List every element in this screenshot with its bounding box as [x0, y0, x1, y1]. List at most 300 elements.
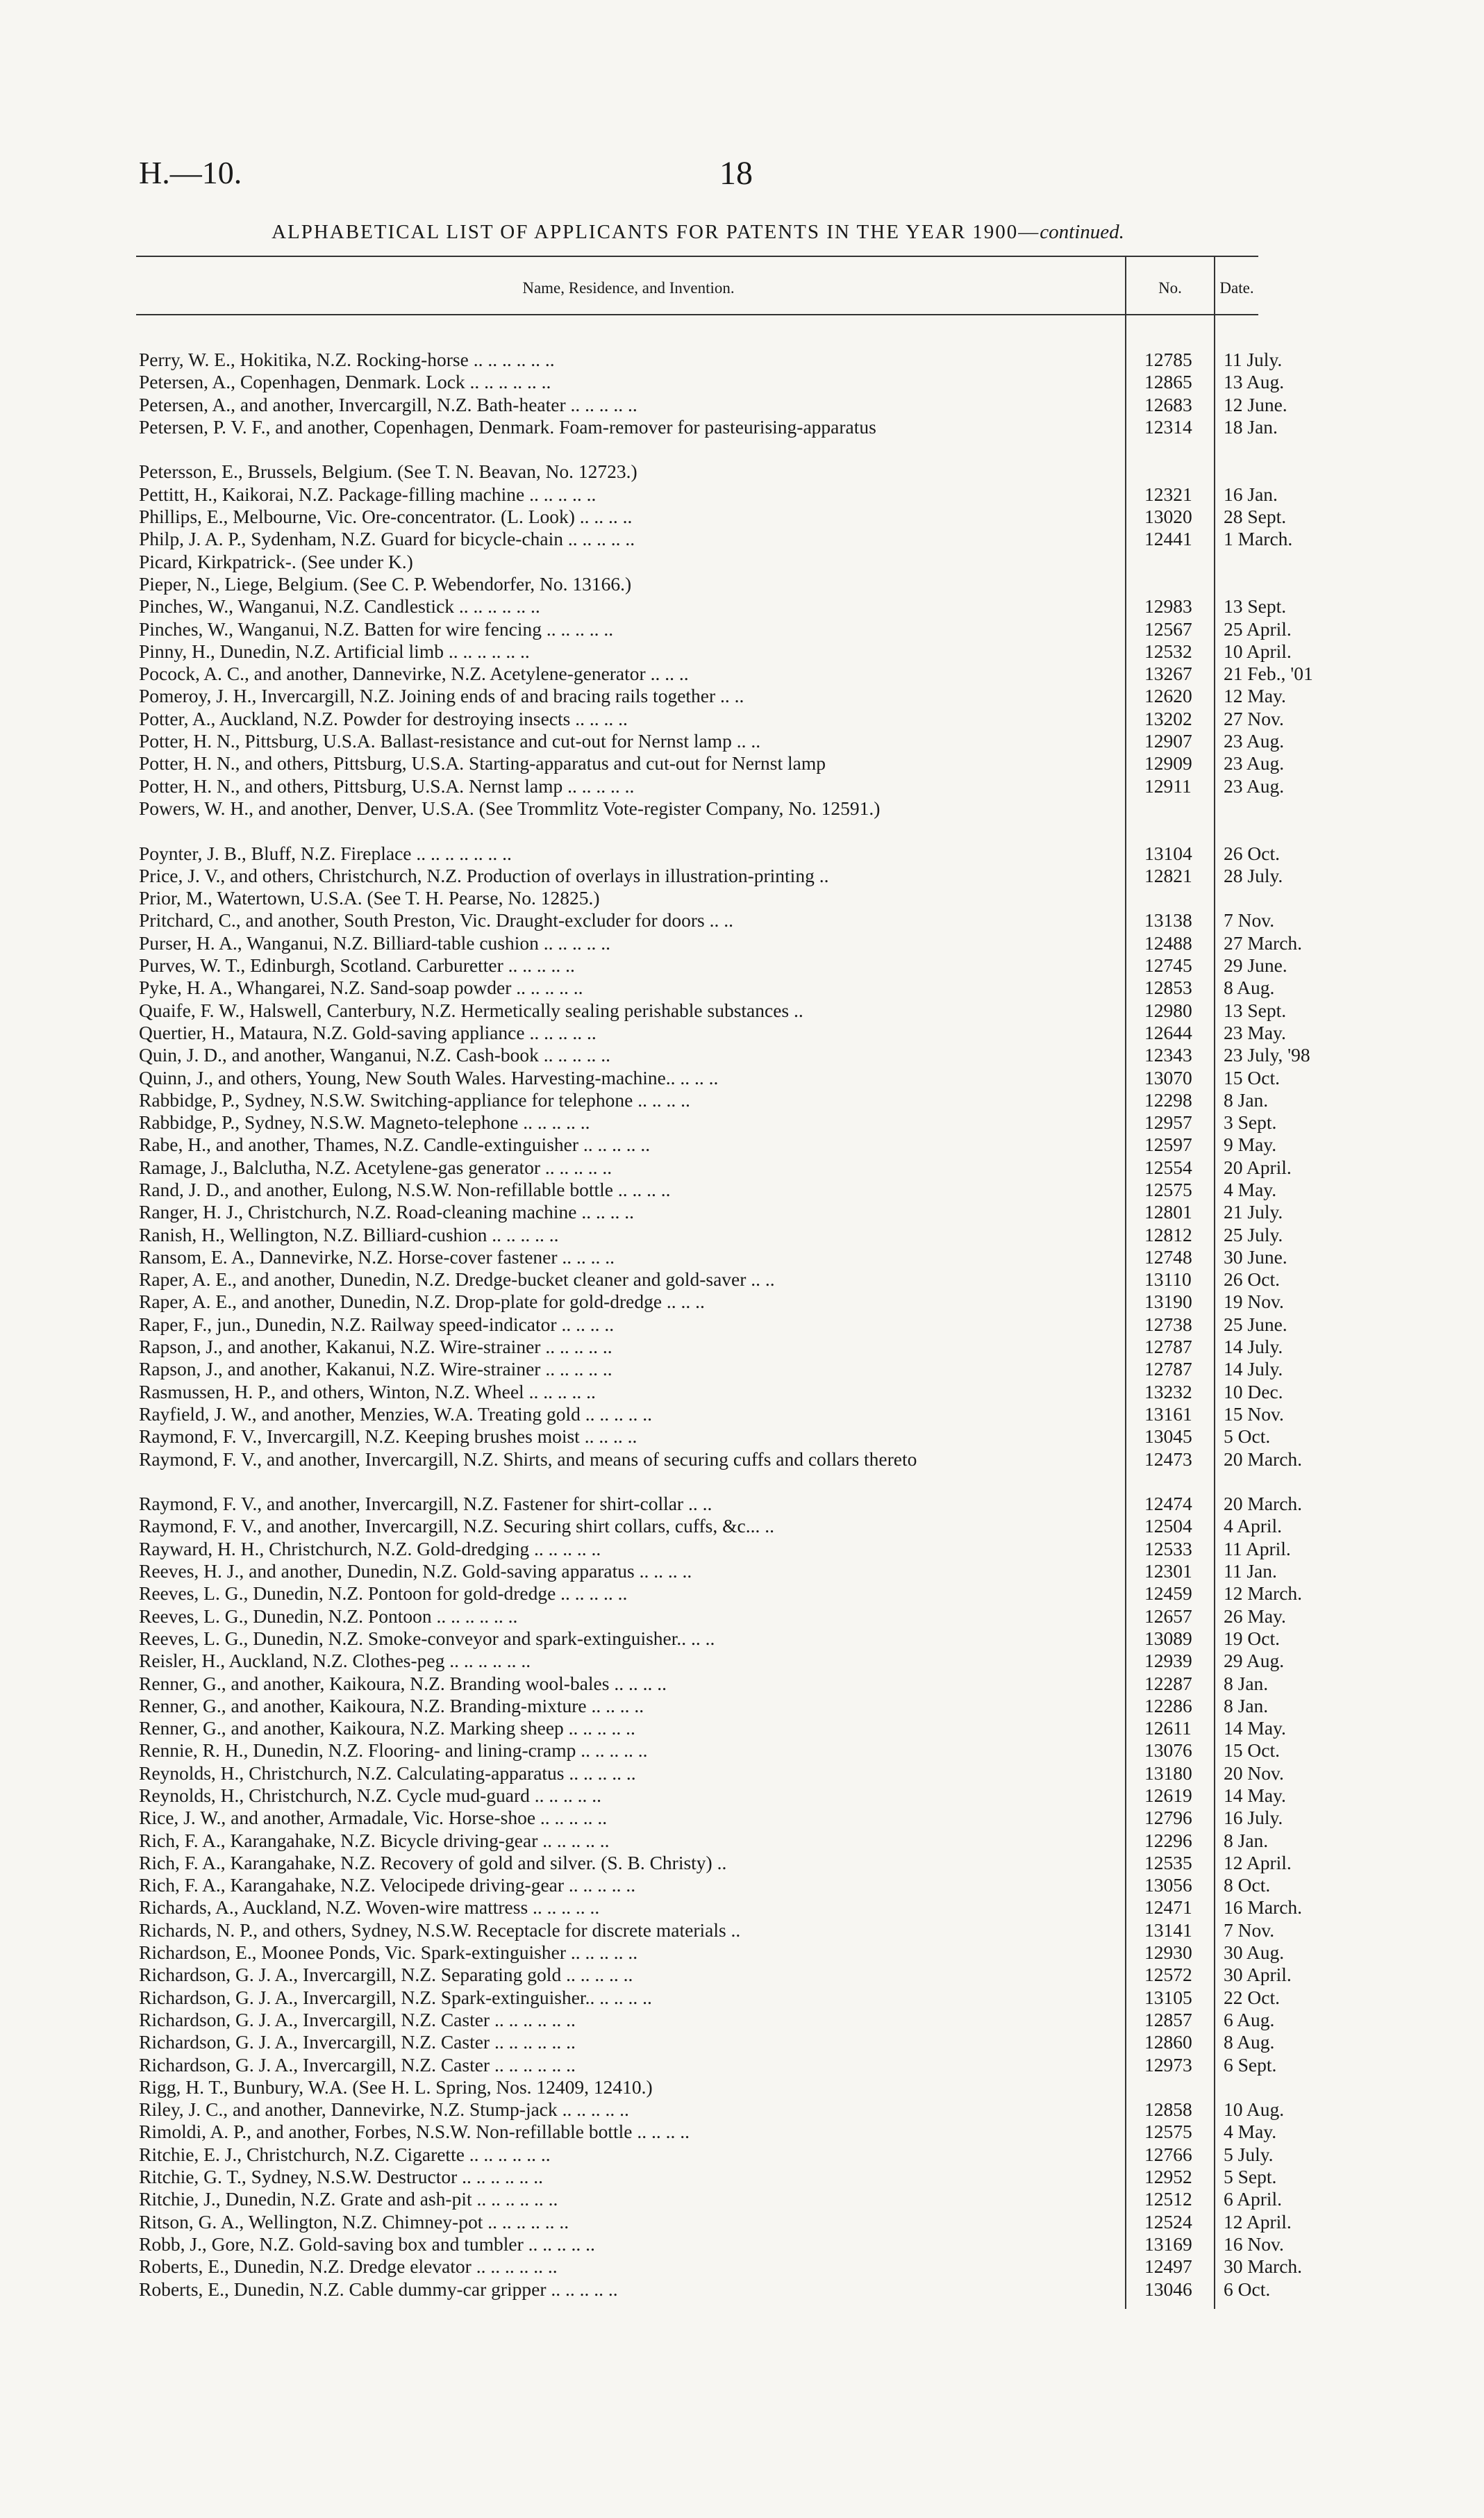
entry-text: Price, J. V., and others, Christchurch, N.Z. Production of overlays in illustration-printing .. [139, 864, 829, 886]
entry-text: Reisler, H., Auckland, N.Z. Clothes-peg .. .. .. .. .. .. [139, 1650, 531, 1672]
entry-text: Rasmussen, H. P., and others, Winton, N.Z. Wheel .. .. .. .. .. [139, 1380, 596, 1402]
entry-text: Richardson, G. J. A., Invercargill, N.Z. Spark-extinguisher.. .. .. .. .. [139, 1986, 652, 2008]
entry-number: 12973 [1144, 2053, 1192, 2076]
entry-number: 12738 [1144, 1313, 1192, 1335]
entry-text: Raymond, F. V., and another, Invercargill, N.Z. Fastener for shirt-collar .. .. [139, 1493, 712, 1515]
entry-number: 12821 [1144, 864, 1192, 886]
entry-number: 13020 [1144, 506, 1192, 528]
entry-text: Raymond, F. V., and another, Invercargill, N.Z. Securing shirt collars, cuffs, &c... .. [139, 1515, 774, 1537]
table-row [139, 2076, 1258, 2098]
entry-number: 12911 [1144, 775, 1192, 797]
entry-text: Richards, N. P., and others, Sydney, N.S.W. Receptacle for discrete materials .. [139, 1919, 741, 1941]
entry-text: Prior, M., Watertown, U.S.A. (See T. H. Pearse, No. 12825.) [139, 887, 600, 909]
entry-text: Ranish, H., Wellington, N.Z. Billiard-cushion .. .. .. .. .. [139, 1223, 559, 1245]
entry-text: Rich, F. A., Karangahake, N.Z. Recovery of gold and silver. (S. B. Christy) .. [139, 1851, 727, 1873]
table-row [139, 1829, 1269, 1852]
entry-date: 7 Nov. [1224, 909, 1275, 931]
table-row [139, 887, 1258, 909]
table-row [139, 2278, 1271, 2301]
table-row [139, 1291, 1284, 1313]
entry-number: 12532 [1144, 640, 1192, 662]
entry-date: 8 Aug. [1224, 977, 1275, 999]
column-header-date: Date. [1219, 279, 1254, 297]
entry-number: 12980 [1144, 999, 1192, 1021]
table-row [139, 415, 1278, 461]
entry-date: 23 July, '98 [1224, 1044, 1310, 1066]
entry-text: Robb, J., Gore, N.Z. Gold-saving box and tumbler .. .. .. .. .. [139, 2233, 595, 2255]
entry-text: Quin, J. D., and another, Wanganui, N.Z. Cash-book .. .. .. .. .. [139, 1044, 611, 1066]
table-row [139, 1941, 1285, 1964]
entry-number: 12812 [1144, 1223, 1192, 1245]
entry-text: Petersen, P. V. F., and another, Copenhagen, Denmark. Foam-remover for pasteurising-apparatus [139, 415, 876, 438]
entry-date: 12 April. [1224, 1851, 1292, 1873]
entry-text: Ramage, J., Balclutha, N.Z. Acetylene-gas generator .. .. .. .. .. [139, 1156, 612, 1178]
entry-number: 13232 [1144, 1380, 1192, 1402]
entry-number: 12909 [1144, 752, 1192, 775]
entry-number: 12286 [1144, 1694, 1192, 1716]
entry-date: 14 May. [1224, 1784, 1286, 1806]
entry-text: Roberts, E., Dunedin, N.Z. Dredge elevator .. .. .. .. .. .. [139, 2255, 558, 2278]
entry-text: Ritchie, J., Dunedin, N.Z. Grate and ash-pit .. .. .. .. .. .. [139, 2188, 558, 2210]
entry-number: 12343 [1144, 1044, 1192, 1066]
entry-number: 12983 [1144, 595, 1192, 618]
table-row [139, 393, 1287, 416]
entry-number: 12524 [1144, 2210, 1192, 2233]
entry-date: 23 Aug. [1224, 775, 1285, 797]
entry-number: 12301 [1144, 1560, 1192, 1582]
page-number: 18 [719, 155, 753, 192]
entry-date: 15 Oct. [1224, 1739, 1280, 1762]
table-row [139, 2121, 1277, 2143]
entry-text: Rabbidge, P., Sydney, N.S.W. Magneto-telephone .. .. .. .. .. [139, 1111, 590, 1134]
entry-number: 12459 [1144, 1582, 1192, 1605]
entry-date: 30 June. [1224, 1245, 1287, 1268]
entry-text: Phillips, E., Melbourne, Vic. Ore-concentrator. (L. Look) .. .. .. .. [139, 506, 633, 528]
table-row [139, 1650, 1285, 1672]
entry-date: 11 Jan. [1224, 1560, 1277, 1582]
table-row [139, 1245, 1287, 1268]
entry-date: 18 Jan. [1224, 415, 1278, 438]
entry-text: Pyke, H. A., Whangarei, N.Z. Sand-soap powder .. .. .. .. .. [139, 977, 583, 999]
table-row [139, 1134, 1277, 1156]
entry-date: 13 Aug. [1224, 371, 1285, 393]
table-row [139, 371, 1285, 393]
entry-number: 12554 [1144, 1156, 1192, 1178]
entry-text: Renner, G., and another, Kaikoura, N.Z. Marking sheep .. .. .. .. .. [139, 1717, 635, 1739]
entry-number: 12858 [1144, 2098, 1192, 2121]
table-row [139, 618, 1292, 640]
entry-text: Richards, A., Auckland, N.Z. Woven-wire mattress .. .. .. .. .. [139, 1896, 600, 1919]
table-row [139, 1739, 1280, 1762]
entry-date: 16 Nov. [1224, 2233, 1284, 2255]
entry-text: Pinches, W., Wanganui, N.Z. Candlestick .. .. .. .. .. .. [139, 595, 540, 618]
page-title-continued: continued. [1040, 221, 1124, 243]
column-header-name: Name, Residence, and Invention. [522, 279, 735, 297]
entry-date: 13 Sept. [1224, 595, 1287, 618]
table-row [139, 2008, 1275, 2031]
entry-number: 12597 [1144, 1134, 1192, 1156]
entry-date: 8 Aug. [1224, 2031, 1275, 2053]
table-row [139, 2143, 1274, 2166]
entry-date: 20 March. [1224, 1493, 1303, 1515]
entry-number: 12930 [1144, 1941, 1192, 1964]
entry-number: 12314 [1144, 415, 1192, 438]
entry-date: 27 Nov. [1224, 707, 1284, 729]
entry-date: 29 June. [1224, 954, 1287, 977]
entry-text: Quertier, H., Mataura, N.Z. Gold-saving appliance .. .. .. .. .. [139, 1021, 597, 1043]
entry-text: Rimoldi, A. P., and another, Forbes, N.S.W. Non-refillable bottle .. .. .. .. [139, 2121, 690, 2143]
entry-text: Ritson, G. A., Wellington, N.Z. Chimney-pot .. .. .. .. .. .. [139, 2210, 569, 2233]
entry-date: 4 April. [1224, 1515, 1283, 1537]
entry-number: 13104 [1144, 842, 1192, 864]
entry-number: 13267 [1144, 663, 1192, 685]
page-title-main: ALPHABETICAL LIST OF APPLICANTS FOR PATENTS IN THE YEAR 1900— [272, 221, 1040, 243]
entry-date: 12 June. [1224, 393, 1287, 415]
entry-date: 23 Aug. [1224, 752, 1285, 775]
entry-text: Purser, H. A., Wanganui, N.Z. Billiard-table cushion .. .. .. .. .. [139, 931, 611, 954]
entry-number: 12575 [1144, 2121, 1192, 2143]
entry-date: 23 May. [1224, 1021, 1286, 1043]
entry-number: 12533 [1144, 1537, 1192, 1559]
entry-date: 25 June. [1224, 1313, 1287, 1335]
table-row [139, 707, 1284, 730]
entry-text: Pinches, W., Wanganui, N.Z. Batten for wire fencing .. .. .. .. .. [139, 618, 614, 640]
entry-number: 13046 [1144, 2278, 1192, 2300]
entry-date: 4 May. [1224, 2121, 1277, 2143]
table-row [139, 663, 1313, 685]
entry-number: 12512 [1144, 2188, 1192, 2210]
entry-date: 16 March. [1224, 1896, 1303, 1919]
entry-number: 12611 [1144, 1717, 1192, 1739]
table-row [139, 1762, 1284, 1784]
entry-number: 12321 [1144, 483, 1192, 505]
table-row [139, 1694, 1269, 1717]
entry-number: 12657 [1144, 1605, 1192, 1627]
entry-number: 12535 [1144, 1851, 1192, 1873]
entry-number: 13161 [1144, 1402, 1192, 1425]
entry-number: 12644 [1144, 1021, 1192, 1043]
entry-date: 21 July. [1224, 1201, 1283, 1223]
entry-number: 13110 [1144, 1268, 1192, 1291]
table-row [139, 1156, 1292, 1179]
entry-date: 13 Sept. [1224, 999, 1287, 1021]
entry-number: 12957 [1144, 1111, 1192, 1134]
table-row [139, 1044, 1310, 1066]
entry-date: 30 Aug. [1224, 1941, 1285, 1964]
table-row [139, 1223, 1283, 1246]
entry-number: 13070 [1144, 1066, 1192, 1088]
table-row [139, 1582, 1303, 1605]
entry-text: Renner, G., and another, Kaikoura, N.Z. Branding wool-bales .. .. .. .. [139, 1672, 667, 1694]
entry-date: 23 Aug. [1224, 730, 1285, 752]
entry-date: 4 May. [1224, 1178, 1277, 1200]
table-row [139, 349, 1283, 371]
table-row [139, 2166, 1277, 2188]
entry-text: Potter, H. N., and others, Pittsburg, U.S.A. Starting-apparatus and cut-out for Nernst lamp [139, 752, 826, 775]
entry-text: Roberts, E., Dunedin, N.Z. Cable dummy-car gripper .. .. .. .. .. [139, 2278, 618, 2300]
entry-text: Reeves, L. G., Dunedin, N.Z. Smoke-conveyor and spark-extinguisher.. .. .. [139, 1627, 715, 1649]
entry-text: Reeves, L. G., Dunedin, N.Z. Pontoon for gold-dredge .. .. .. .. .. [139, 1582, 628, 1605]
table-row [139, 2098, 1285, 2121]
entry-date: 30 March. [1224, 2255, 1303, 2278]
table-row [139, 1201, 1283, 1223]
entry-text: Rapson, J., and another, Kakanui, N.Z. Wire-strainer .. .. .. .. .. [139, 1358, 612, 1380]
table-row [139, 1088, 1269, 1111]
entry-text: Ritchie, E. J., Christchurch, N.Z. Cigarette .. .. .. .. .. .. [139, 2143, 551, 2165]
entry-date: 14 July. [1224, 1358, 1283, 1380]
entry-date: 26 Oct. [1224, 842, 1280, 864]
table-row [139, 1874, 1271, 1896]
table-row [139, 1986, 1280, 2009]
entry-date: 14 May. [1224, 1717, 1286, 1739]
entry-date: 20 March. [1224, 1448, 1303, 1470]
entry-text: Pinny, H., Dunedin, N.Z. Artificial limb .. .. .. .. .. .. [139, 640, 530, 662]
table-row [139, 1493, 1303, 1515]
table-row [139, 1851, 1292, 1874]
entry-date: 12 April. [1224, 2210, 1292, 2233]
entry-date: 5 July. [1224, 2143, 1274, 2165]
entry-number: 12473 [1144, 1448, 1192, 1470]
entry-text: Rapson, J., and another, Kakanui, N.Z. Wire-strainer .. .. .. .. .. [139, 1336, 612, 1358]
entry-date: 3 Sept. [1224, 1111, 1277, 1134]
entry-date: 27 March. [1224, 931, 1303, 954]
entry-number: 12298 [1144, 1088, 1192, 1111]
table-row [139, 506, 1287, 528]
entry-date: 5 Sept. [1224, 2166, 1277, 2188]
table-top-rule [136, 256, 1258, 257]
entry-text: Quaife, F. W., Halswell, Canterbury, N.Z. Hermetically sealing perishable substances .. [139, 999, 803, 1021]
entry-date: 26 Oct. [1224, 1268, 1280, 1291]
entry-text: Reeves, L. G., Dunedin, N.Z. Pontoon .. .. .. .. .. .. [139, 1605, 518, 1627]
entry-date: 15 Nov. [1224, 1402, 1284, 1425]
entry-date: 25 April. [1224, 618, 1292, 640]
entry-date: 12 March. [1224, 1582, 1303, 1605]
entry-number: 12296 [1144, 1829, 1192, 1851]
entry-text: Ritchie, G. T., Sydney, N.S.W. Destructor .. .. .. .. .. .. [139, 2166, 544, 2188]
entry-number: 12766 [1144, 2143, 1192, 2165]
table-row [139, 1515, 1283, 1537]
table-row [139, 461, 1258, 483]
entry-number: 13202 [1144, 707, 1192, 729]
entry-number: 12853 [1144, 977, 1192, 999]
entry-number: 13045 [1144, 1425, 1192, 1448]
entry-text: Rich, F. A., Karangahake, N.Z. Bicycle driving-gear .. .. .. .. .. [139, 1829, 610, 1851]
entry-date: 11 April. [1224, 1537, 1291, 1559]
table-row [139, 1336, 1283, 1358]
entry-date: 21 Feb., '01 [1224, 663, 1313, 685]
entry-text: Petersson, E., Brussels, Belgium. (See T. N. Beavan, No. 12723.) [139, 461, 637, 483]
entry-date: 29 Aug. [1224, 1650, 1285, 1672]
entry-text: Rabbidge, P., Sydney, N.S.W. Switching-appliance for telephone .. .. .. .. [139, 1088, 690, 1111]
entry-date: 8 Jan. [1224, 1694, 1269, 1716]
entry-text: Pieper, N., Liege, Belgium. (See C. P. Webendorfer, No. 13166.) [139, 572, 632, 595]
table-row [139, 1313, 1287, 1336]
entry-text: Richardson, G. J. A., Invercargill, N.Z. Caster .. .. .. .. .. .. [139, 2008, 576, 2030]
entry-text: Rand, J. D., and another, Eulong, N.S.W. Non-refillable bottle .. .. .. .. [139, 1178, 671, 1200]
entry-number: 12939 [1144, 1650, 1192, 1672]
table-row [139, 2210, 1292, 2233]
entry-number: 12572 [1144, 1964, 1192, 1986]
table-row [139, 752, 1285, 775]
table-row [139, 595, 1287, 618]
column-header-no: No. [1158, 279, 1182, 297]
entry-date: 8 Jan. [1224, 1088, 1269, 1111]
table-row [139, 909, 1275, 931]
entry-text: Raper, A. E., and another, Dunedin, N.Z. Dredge-bucket cleaner and gold-saver .. .. [139, 1268, 775, 1291]
table-row [139, 2053, 1277, 2076]
entry-number: 12801 [1144, 1201, 1192, 1223]
entry-text: Potter, A., Auckland, N.Z. Powder for destroying insects .. .. .. .. [139, 707, 628, 729]
entry-number: 12748 [1144, 1245, 1192, 1268]
table-row [139, 1448, 1303, 1493]
table-row [139, 1021, 1286, 1044]
entry-text: Rayfield, J. W., and another, Menzies, W.A. Treating gold .. .. .. .. .. [139, 1402, 653, 1425]
table-row [139, 842, 1280, 865]
table-row [139, 1358, 1283, 1380]
table-row [139, 1268, 1280, 1291]
entry-number: 12567 [1144, 618, 1192, 640]
entry-date: 30 April. [1224, 1964, 1292, 1986]
table-row [139, 483, 1278, 506]
entry-number: 12575 [1144, 1178, 1192, 1200]
entry-date: 12 May. [1224, 685, 1286, 707]
entry-text: Petersen, A., Copenhagen, Denmark. Lock .. .. .. .. .. .. [139, 371, 551, 393]
entry-date: 6 Sept. [1224, 2053, 1277, 2076]
page-ref: H.—10. [139, 155, 242, 190]
entry-number: 13180 [1144, 1762, 1192, 1784]
entry-number: 12745 [1144, 954, 1192, 977]
entry-text: Petersen, A., and another, Invercargill, N.Z. Bath-heater .. .. .. .. .. [139, 393, 637, 415]
entry-number: 12796 [1144, 1807, 1192, 1829]
entry-text: Richardson, G. J. A., Invercargill, N.Z. Caster .. .. .. .. .. .. [139, 2053, 576, 2076]
entry-text: Raymond, F. V., Invercargill, N.Z. Keeping brushes moist .. .. .. .. [139, 1425, 637, 1448]
table-row [139, 1425, 1271, 1448]
table-row [139, 864, 1283, 887]
entry-date: 19 Oct. [1224, 1627, 1280, 1649]
table-row [139, 2188, 1283, 2210]
table-row [139, 1717, 1286, 1739]
entry-number: 12952 [1144, 2166, 1192, 2188]
table-row [139, 2255, 1303, 2278]
entry-date: 11 July. [1224, 349, 1283, 370]
entry-number: 12683 [1144, 393, 1192, 415]
entry-number: 13076 [1144, 1739, 1192, 1762]
entry-date: 6 Aug. [1224, 2008, 1275, 2030]
table-row [139, 1178, 1277, 1201]
table-row [139, 1896, 1303, 1919]
entry-date: 15 Oct. [1224, 1066, 1280, 1088]
entry-date: 10 April. [1224, 640, 1292, 662]
entry-number: 13138 [1144, 909, 1192, 931]
entry-date: 19 Nov. [1224, 1291, 1284, 1313]
entry-text: Philp, J. A. P., Sydenham, N.Z. Guard for bicycle-chain .. .. .. .. .. [139, 528, 635, 550]
entry-number: 13056 [1144, 1874, 1192, 1896]
entry-date: 26 May. [1224, 1605, 1286, 1627]
table-row [139, 1560, 1277, 1582]
entry-date: 20 April. [1224, 1156, 1292, 1178]
entry-text: Purves, W. T., Edinburgh, Scotland. Carburetter .. .. .. .. .. [139, 954, 575, 977]
entry-date: 25 July. [1224, 1223, 1283, 1245]
entry-date: 6 April. [1224, 2188, 1283, 2210]
page-title [139, 221, 1257, 244]
entry-number: 13105 [1144, 1986, 1192, 2008]
entry-date: 10 Aug. [1224, 2098, 1285, 2121]
table-row [139, 999, 1287, 1022]
entry-date: 16 July. [1224, 1807, 1283, 1829]
entry-text: Rennie, R. H., Dunedin, N.Z. Flooring- and lining-cramp .. .. .. .. .. [139, 1739, 648, 1762]
entry-number: 12488 [1144, 931, 1192, 954]
entry-text: Reynolds, H., Christchurch, N.Z. Cycle mud-guard .. .. .. .. .. [139, 1784, 602, 1806]
entry-text: Reeves, H. J., and another, Dunedin, N.Z. Gold-saving apparatus .. .. .. .. [139, 1560, 692, 1582]
entry-text: Potter, H. N., and others, Pittsburg, U.S.A. Nernst lamp .. .. .. .. .. [139, 775, 635, 797]
entry-date: 8 Oct. [1224, 1874, 1271, 1896]
entry-number: 12504 [1144, 1515, 1192, 1537]
entry-number: 12471 [1144, 1896, 1192, 1919]
entry-text: Rich, F. A., Karangahake, N.Z. Velocipede driving-gear .. .. .. .. .. [139, 1874, 636, 1896]
table-row [139, 1111, 1277, 1134]
entry-text: Powers, W. H., and another, Denver, U.S.A. (See Trommlitz Vote-register Company, No. 12591.) [139, 797, 881, 819]
table-row [139, 797, 1258, 843]
table-row [139, 1672, 1269, 1695]
entry-date: 9 May. [1224, 1134, 1277, 1156]
table-header-rule [136, 314, 1258, 315]
entry-text: Richardson, E., Moonee Ponds, Vic. Spark-extinguisher .. .. .. .. .. [139, 1941, 638, 1964]
entry-number: 13169 [1144, 2233, 1192, 2255]
entry-number: 12907 [1144, 730, 1192, 752]
table-row [139, 528, 1293, 550]
table-row [139, 730, 1285, 752]
entry-number: 12474 [1144, 1493, 1192, 1515]
entry-number: 12787 [1144, 1358, 1192, 1380]
entry-text: Raper, F., jun., Dunedin, N.Z. Railway speed-indicator .. .. .. .. [139, 1313, 615, 1335]
entry-text: Reynolds, H., Christchurch, N.Z. Calculating-apparatus .. .. .. .. .. [139, 1762, 636, 1784]
entry-number: 12620 [1144, 685, 1192, 707]
table-row [139, 954, 1287, 977]
entry-text: Rabe, H., and another, Thames, N.Z. Candle-extinguisher .. .. .. .. .. [139, 1134, 651, 1156]
entry-number: 12619 [1144, 1784, 1192, 1806]
table-row [139, 1380, 1283, 1403]
entry-number: 12287 [1144, 1672, 1192, 1694]
table-row [139, 2031, 1275, 2053]
entry-text: Perry, W. E., Hokitika, N.Z. Rocking-horse .. .. .. .. .. .. [139, 349, 555, 370]
table-row [139, 931, 1303, 954]
table-row [139, 1605, 1286, 1627]
entry-text: Poynter, J. B., Bluff, N.Z. Fireplace .. .. .. .. .. .. .. [139, 842, 512, 864]
entry-text: Richardson, G. J. A., Invercargill, N.Z. Separating gold .. .. .. .. .. [139, 1964, 633, 1986]
entry-text: Rigg, H. T., Bunbury, W.A. (See H. L. Spring, Nos. 12409, 12410.) [139, 2076, 653, 2098]
table-row [139, 1784, 1286, 1807]
entry-text: Potter, H. N., Pittsburg, U.S.A. Ballast-resistance and cut-out for Nernst lamp .. .. [139, 730, 761, 752]
entry-text: Rayward, H. H., Christchurch, N.Z. Gold-dredging .. .. .. .. .. [139, 1537, 601, 1559]
entry-number: 12865 [1144, 371, 1192, 393]
table-row [139, 1919, 1275, 1941]
table-row [139, 2233, 1284, 2255]
entry-date: 22 Oct. [1224, 1986, 1280, 2008]
table-row [139, 573, 1258, 595]
entry-date: 5 Oct. [1224, 1425, 1271, 1448]
entry-text: Pomeroy, J. H., Invercargill, N.Z. Joining ends of and bracing rails together .. .. [139, 685, 744, 707]
entry-text: Quinn, J., and others, Young, New South Wales. Harvesting-machine.. .. .. .. [139, 1066, 719, 1088]
entry-number: 12497 [1144, 2255, 1192, 2278]
entry-text: Ranger, H. J., Christchurch, N.Z. Road-cleaning machine .. .. .. .. [139, 1201, 634, 1223]
entry-text: Pocock, A. C., and another, Dannevirke, N.Z. Acetylene-generator .. .. .. [139, 663, 689, 685]
table-row [139, 551, 1258, 573]
table-row [139, 1627, 1280, 1650]
table-row [139, 685, 1286, 707]
table-row [139, 775, 1285, 797]
patent-list [139, 349, 1313, 2301]
entry-number: 13089 [1144, 1627, 1192, 1649]
